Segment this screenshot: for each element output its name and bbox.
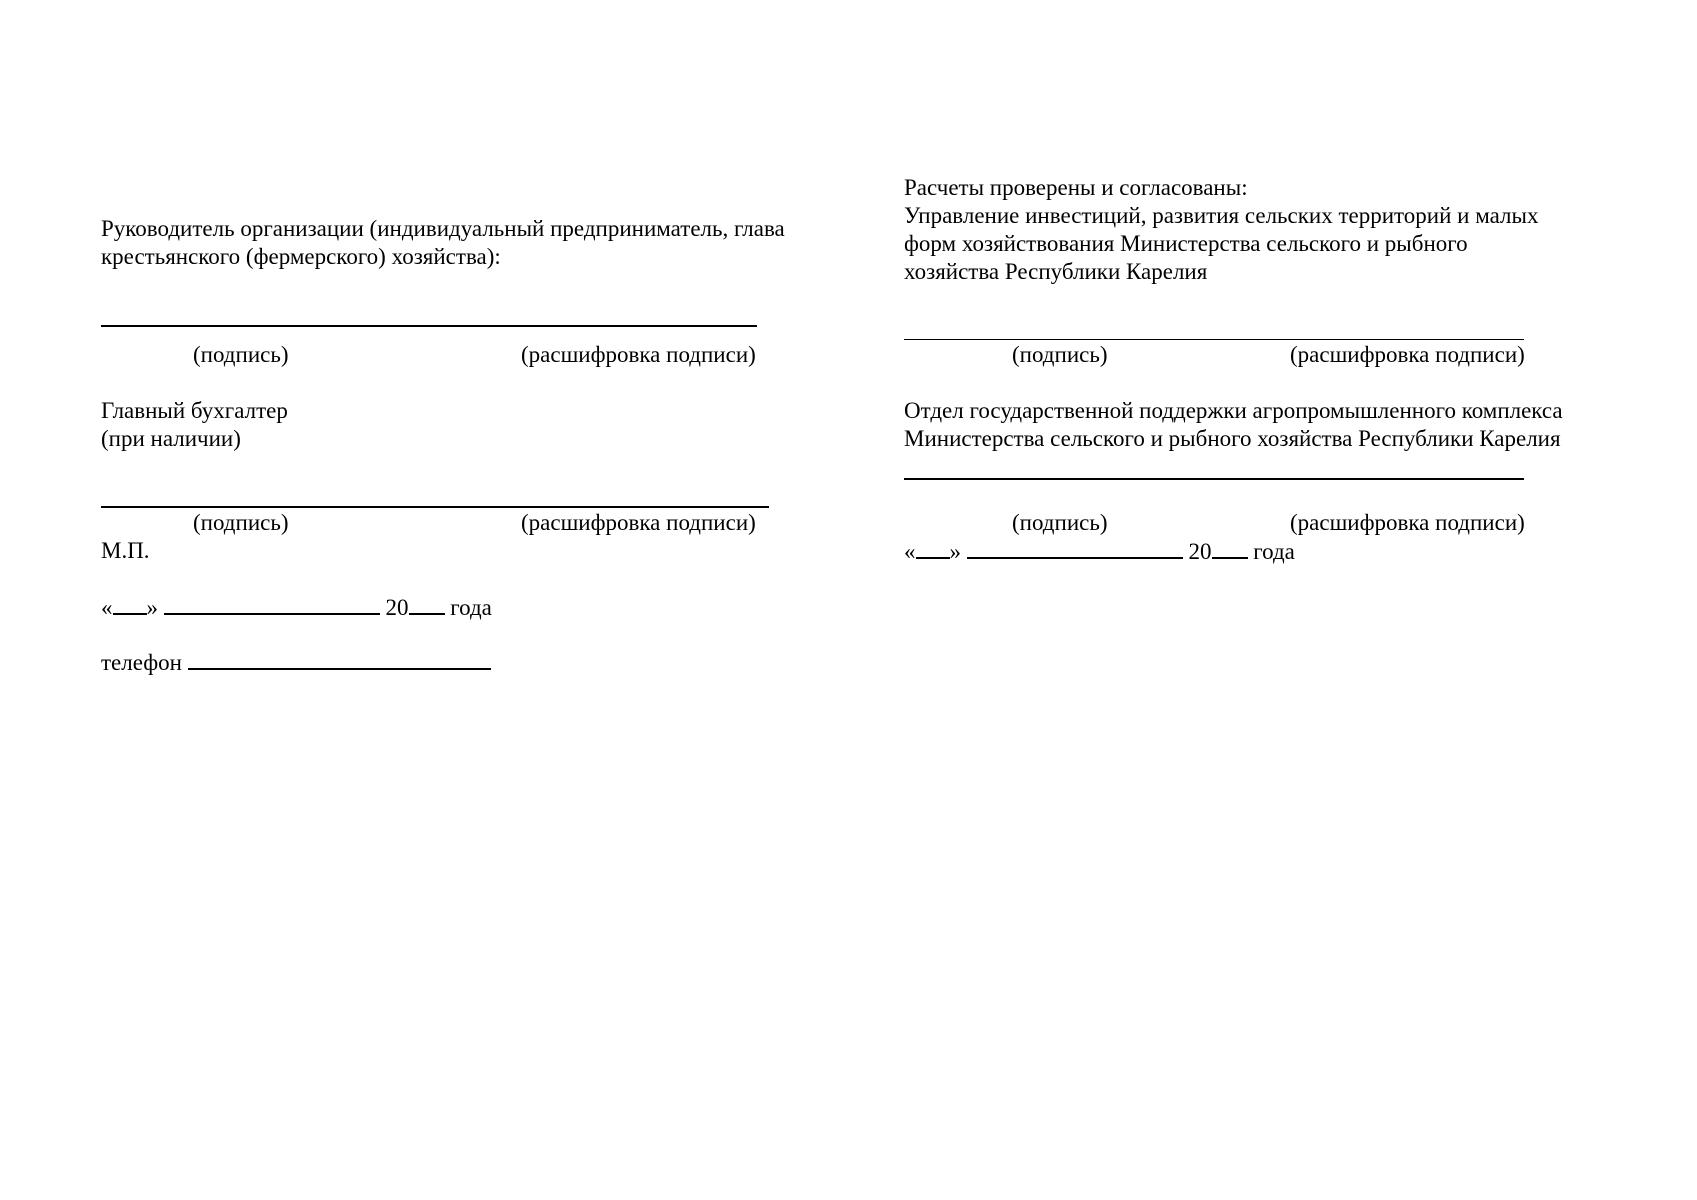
head-decode-caption: (расшифровка подписи): [521, 342, 756, 367]
date-year-suffix: года: [1253, 539, 1295, 564]
phone-line: [101, 648, 491, 677]
dept1-line-1: Управление инвестиций, развития сельских территорий и малых: [904, 203, 1539, 228]
dept1-signature-caption: (подпись): [1012, 342, 1108, 367]
date-year-blank[interactable]: [1212, 537, 1248, 559]
dept2-line-2: Министерства сельского и рыбного хозяйства Республики Карелия: [904, 426, 1561, 451]
dept2-line-1: Отдел государственной поддержки агропромышленного комплекса: [904, 398, 1563, 423]
right-date-line: [904, 537, 1295, 566]
date-year-prefix: 20: [1188, 539, 1212, 564]
dept2-signature-caption: (подпись): [1012, 510, 1108, 535]
dept1-signature-line[interactable]: [904, 339, 1524, 340]
accountant-title: Главный бухгалтер: [101, 398, 288, 423]
accountant-signature-line[interactable]: [101, 506, 769, 508]
date-close-quote: »: [949, 539, 961, 564]
phone-label: телефон: [101, 650, 182, 675]
stamp-label: М.П.: [101, 538, 150, 563]
date-open-quote: «: [904, 539, 916, 564]
date-year-blank[interactable]: [409, 593, 445, 615]
date-open-quote: «: [101, 595, 113, 620]
accountant-decode-caption: (расшифровка подписи): [521, 510, 756, 535]
date-day-blank[interactable]: [113, 593, 147, 615]
accountant-note: (при наличии): [101, 426, 241, 451]
date-year-prefix: 20: [385, 595, 409, 620]
dept1-decode-caption: (расшифровка подписи): [1290, 342, 1525, 367]
dept2-decode-caption: (расшифровка подписи): [1290, 510, 1525, 535]
head-signature-line[interactable]: [101, 325, 757, 327]
date-close-quote: »: [146, 595, 158, 620]
head-signature-caption: (подпись): [193, 342, 289, 367]
accountant-signature-caption: (подпись): [193, 510, 289, 535]
date-month-blank[interactable]: [967, 537, 1183, 559]
phone-blank[interactable]: [188, 648, 491, 670]
dept2-signature-line[interactable]: [904, 478, 1524, 480]
head-title-line-2: крестьянского (фермерского) хозяйства):: [101, 244, 501, 269]
verified-label: Расчеты проверены и согласованы:: [904, 175, 1248, 200]
left-date-line: [101, 593, 492, 622]
dept1-line-3: хозяйства Республики Карелия: [904, 259, 1208, 284]
date-year-suffix: года: [450, 595, 492, 620]
dept1-line-2: форм хозяйствования Министерства сельского и рыбного: [904, 231, 1468, 256]
head-title-line-1: Руководитель организации (индивидуальный предприниматель, глава: [101, 216, 785, 241]
date-month-blank[interactable]: [164, 593, 380, 615]
date-day-blank[interactable]: [916, 537, 950, 559]
